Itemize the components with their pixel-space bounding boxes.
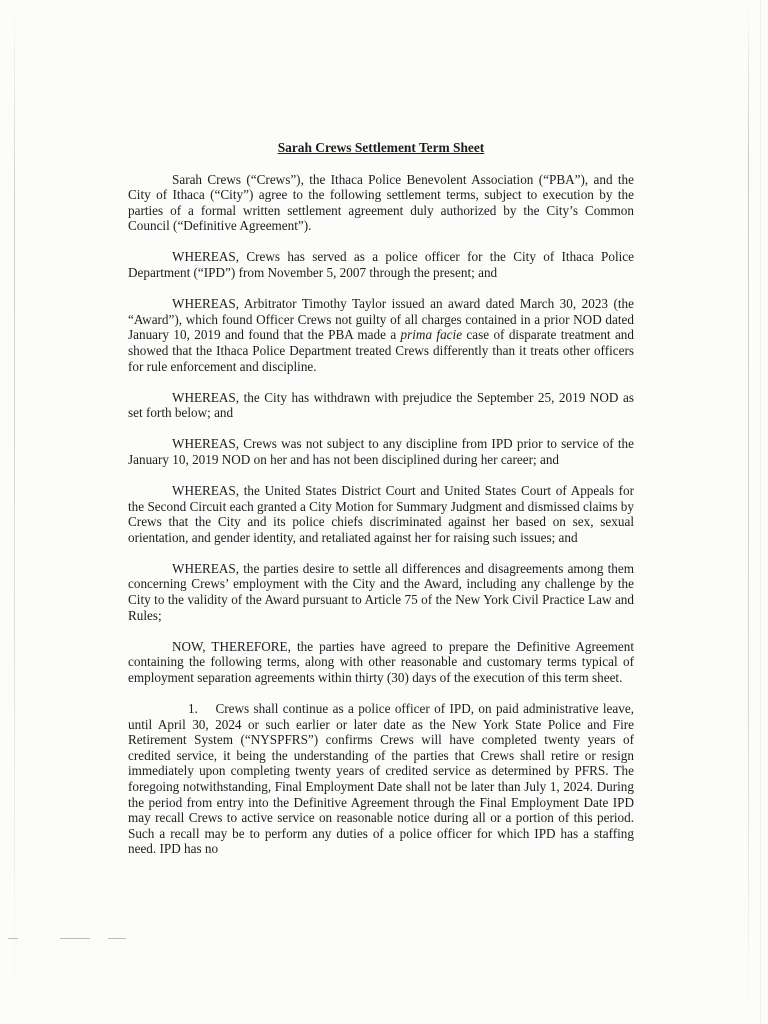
award-text-before: WHEREAS, Arbitrator Timothy Taylor issued an award dated March 30, 2023 (the “Award”), which found Officer Crews not guilty of all charges contained in a prior NOD dated January 10, 2019 and found that the PBA made a (128, 296, 634, 343)
paragraph-whereas-award (128, 296, 634, 374)
paragraph-whereas-settle: WHEREAS, the parties desire to settle all differences and disagreements among them concerning Crews’ employment with the City and the Award, including any challenge by the City to the validity of the Award pursuant to Article 75 of the New York Civil Practice Law and Rules; (128, 560, 634, 623)
paragraph-whereas-court: WHEREAS, the United States District Court and United States Court of Appeals for the Second Circuit each granted a City Motion for Summary Judgment and dismissed claims by Crews that the City and its police chiefs discriminated against her based on sex, sexual orientation, and gender identity, and retaliated against her for raising such issues; and (128, 483, 634, 545)
award-text-after: case of disparate treatment and showed that the Ithaca Police Department treated Crews differently than it treats other officers for rule enforcement and discipline. (128, 327, 634, 374)
paragraph-whereas-withdrawn: WHEREAS, the City has withdrawn with prejudice the September 25, 2019 NOD as set forth below; and (128, 389, 634, 421)
paragraph-whereas-service: WHEREAS, Crews has served as a police officer for the City of Ithaca Police Department (“IPD”) from November 5, 2007 through the present; and (128, 249, 634, 281)
numbered-item-1 (128, 701, 634, 857)
paragraph-whereas-discipline: WHEREAS, Crews was not subject to any discipline from IPD prior to service of the January 10, 2019 NOD on her and has not been disciplined during her career; and (128, 436, 634, 467)
numbered-item-number: 1. (188, 701, 198, 717)
scan-mark (60, 938, 90, 939)
scan-mark (8, 938, 18, 939)
paragraph-now-therefore: NOW, THEREFORE, the parties have agreed to prepare the Definitive Agreement containing the following terms, along with other reasonable and customary terms typical of employment separation agreements within thirty (30) days of the execution of this term sheet. (128, 638, 634, 685)
award-text-emphasis: prima facie (400, 327, 463, 343)
document-title: Sarah Crews Settlement Term Sheet (277, 140, 485, 155)
scan-edge-right-outer (760, 0, 761, 1024)
numbered-item-text: Crews shall continue as a police officer of IPD, on paid administrative leave, until April 30, 2024 or such earlier or later date as the New York State Police and Fire Retirement System (“NYSPFRS”) confirms Crews will have completed twenty years of credited service, it being the understanding of the parties that Crews shall retire or resign immediately upon completing twenty years of credited service as determined by PFRS. The foregoing notwithstanding, Final Employment Date shall not be later than July 1, 2024. During the period from entry into the Definitive Agreement through the Final Employment Date IPD may recall Crews to active service on reasonable notice during all or a portion of this period. Such a recall may be to perform any duties of a police officer for which IPD has a staffing need. IPD has no (128, 701, 635, 857)
scan-edge-left (14, 0, 15, 1024)
scan-edge-right (748, 0, 749, 1024)
document-body (128, 140, 634, 872)
scan-mark (108, 938, 126, 939)
paragraph-parties: Sarah Crews (“Crews”), the Ithaca Police Benevolent Association (“PBA”), and the City of Ithaca (“City”) agree to the following settlement terms, subject to execution by the parties of a formal written settlement agreement duly authorized by the City’s Common Council (“Definitive Agreement”). (128, 171, 634, 234)
